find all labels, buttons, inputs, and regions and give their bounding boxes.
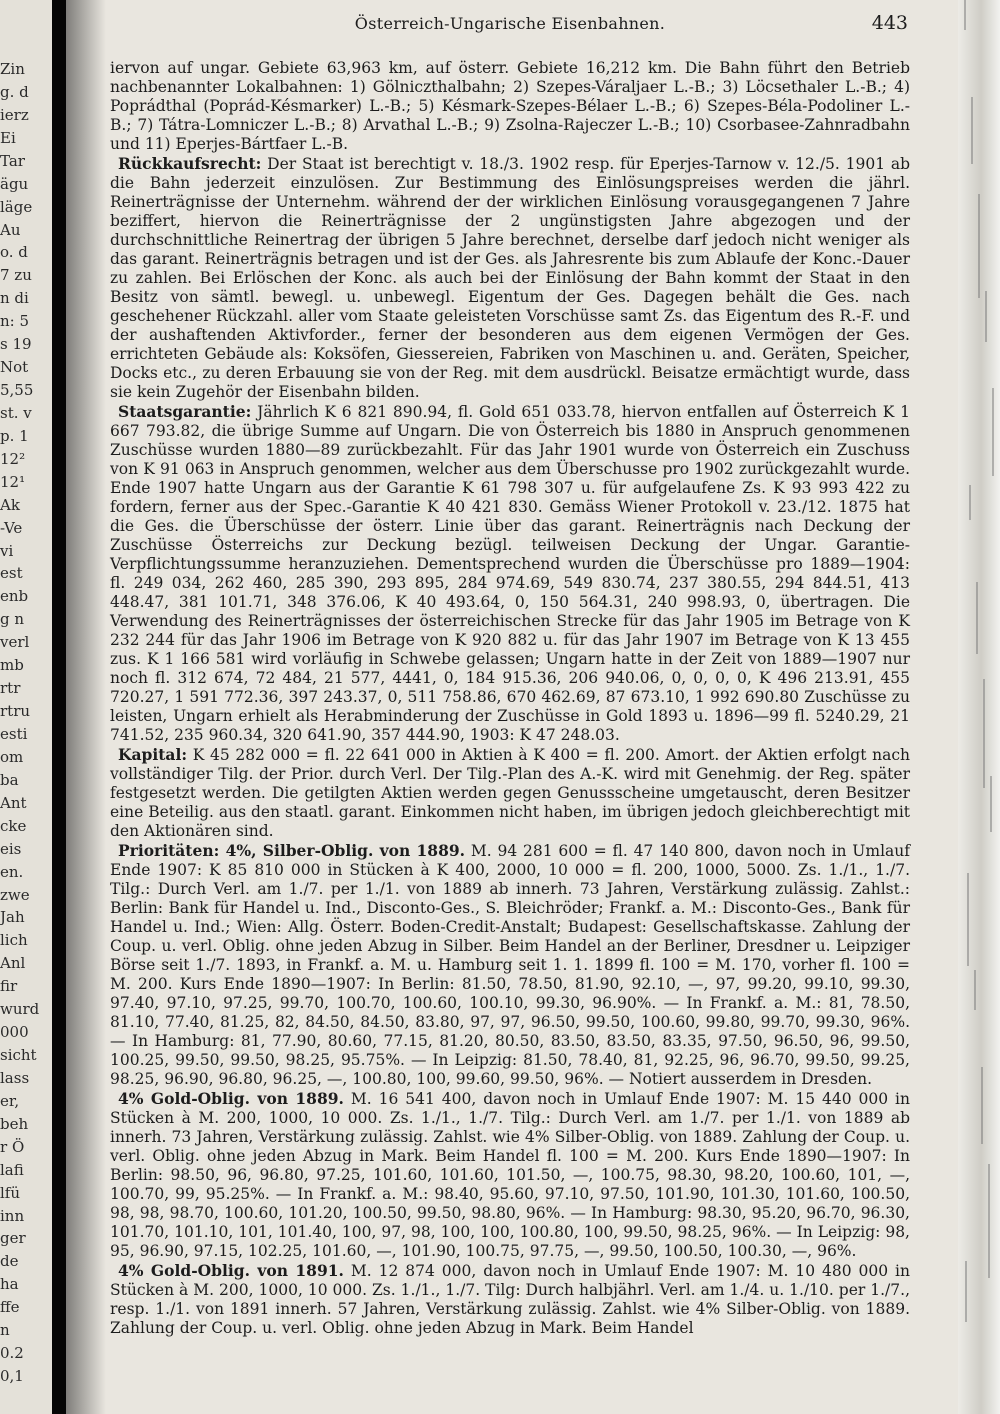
paragraph-lead: Staatsgarantie:: [118, 402, 252, 421]
left-page-fragment: Zin: [0, 60, 25, 78]
left-page-fragment: lich: [0, 931, 28, 950]
left-page-fragment: 0,1: [0, 1367, 24, 1386]
edge-streak: [981, 1067, 983, 1144]
left-page-fragment: 5,55: [0, 381, 34, 400]
paragraph-text: M. 16 541 400, davon noch in Umlauf Ende 1907: M. 15 440 000 in Stücken à M. 200, 1000, 10 000. Zs. 1./1., 1./7. Tilg.: Durch Verl. am 1./7. per 1./1. von 1889 ab innerh. 73 Jahren, Verstärkung zulässig. Zahlst. wie 4% Silber-Oblig. von 1889. Zahlung der Coup. u. verl. Oblig. ohne jeden Abzug in Mark. Beim Handel fl. 100 = M. 200. Kurs Ende 1890—1907: In Berlin: 98.50, 96, 96.80, 97.25, 101.60, 101.60, 101.50, —, 100.75, 98.30, 98.20, 100.60, 101, —, 100.70, 99, 95.25%. — In Frankf. a. M.: 98.40, 95.60, 97.10, 97.50, 101.90, 101.30, 101.60, 100.50, 98, 98, 98.70, 100.60, 101.20, 100.50, 99.50, 98.80, 96%. — In Hamburg: 98.30, 95.20, 96.70, 96.30, 101.70, 101.10, 101, 101.40, 100, 97, 98, 100, 100, 100.80, 100, 99.50, 98.25, 96%. — In Leipzig: 98, 95, 96.90, 97.15, 102.25, 101.60, —, 101.90, 100.75, 97.75, —, 99.50, 100.50, 100.30, —, 96%.: [110, 1090, 910, 1260]
gutter-shadow: [66, 0, 106, 1414]
left-page-fragment: ha: [0, 1275, 19, 1294]
left-page-fragment: ger: [0, 1229, 26, 1248]
edge-streak: [990, 776, 992, 832]
left-page-strip: [0, 0, 52, 1414]
paragraph-text: iervon auf ungar. Gebiete 63,963 km, auf österr. Gebiete 16,212 km. Die Bahn führt den Betrieb nachbenannter Lokalbahnen: 1) Gölniczthalbahn; 2) Szepes-Váraljaer L.-B.; 3) Löcsethaler L.-B.; 4) Poprádthal (Poprád-Késmarker) L.-B.; 5) Késmark-Szepes-Bélaer L.-B.; 6) Szepes-Béla-Podoliner L.-B.; 7) Tátra-Lomniczer L.-B.; 8) Arvathal L.-B.; 9) Zsolna-Rajeczer L.-B.; 10) Csorbasee-Zahnradbahn und 11) Eperjes-Bártfaer L.-B.: [110, 59, 910, 153]
left-page-fragment: 0.2: [0, 1344, 24, 1363]
left-page-fragment: st. v: [0, 403, 32, 422]
left-page-fragment: p. 1: [0, 426, 29, 445]
left-page-fragment: esti: [0, 725, 28, 743]
paragraph: [110, 1089, 910, 1261]
left-page-fragment: vi: [0, 541, 14, 560]
left-page-fragment: 12¹: [0, 472, 26, 491]
paragraph: [110, 1261, 910, 1338]
left-page-fragment: er,: [0, 1091, 20, 1110]
left-page-fragment: n: 5: [0, 312, 30, 331]
left-page-fragment: om: [0, 747, 24, 766]
page-edge: [958, 0, 1000, 1414]
left-page-fragment: Ak: [0, 495, 20, 514]
edge-streak: [971, 97, 973, 164]
left-page-fragment: -Ve: [0, 518, 23, 537]
left-page-fragment: beh: [0, 1114, 29, 1133]
left-page-fragment: o. d: [0, 243, 28, 262]
paragraph-text: M. 12 874 000, davon noch in Umlauf Ende 1907: M. 10 480 000 in Stücken à M. 200, 1000, 10 000. Zs. 1./1., 1./7. Tilg: Durch halbjährl. Verl. am 1./4. u. 1./10. per 1./7., resp. 1./1. von 1891 innerh. 57 Jahren, Verstärkung zulässig. Zahlst. wie 4% Silber-Oblig. von 1889. Zahlung der Coup. u. verl. Oblig. ohne jeden Abzug in Mark. Beim Handel: [110, 1262, 910, 1337]
left-page-fragment: Tar: [0, 151, 25, 170]
left-page-fragment: fir: [0, 977, 18, 996]
left-page-fragment: n di: [0, 289, 29, 308]
paragraph-lead: 4% Gold-Oblig. von 1889.: [118, 1089, 344, 1108]
left-page-fragment: g n: [0, 610, 25, 629]
running-head: [110, 8, 910, 44]
left-page-fragment: r Ö: [0, 1137, 25, 1156]
paragraph-lead: 4% Gold-Oblig. von 1891.: [118, 1261, 344, 1280]
left-page-fragment: enb: [0, 587, 29, 606]
left-page-fragment: verl: [0, 633, 30, 652]
left-page-fragment: sicht: [0, 1046, 37, 1065]
left-page-fragment: wurd: [0, 1000, 40, 1019]
left-page-fragment: mb: [0, 656, 24, 675]
paragraph-lead: Kapital:: [118, 745, 188, 764]
left-page-fragment: cke: [0, 816, 27, 835]
left-page-fragment: n: [0, 1321, 10, 1340]
paragraph: [110, 154, 910, 402]
page: [110, 8, 910, 1408]
edge-streak: [992, 388, 994, 476]
page-title: Österreich-Ungarische Eisenbahnen.: [354, 14, 666, 33]
edge-streak: [985, 291, 987, 342]
left-page-fragment: zwe: [0, 885, 30, 904]
paragraph-lead: Prioritäten: 4%, Silber-Oblig. von 1889.: [118, 841, 466, 860]
edge-streak: [964, 0, 966, 30]
left-page-fragment: ba: [0, 770, 19, 789]
edge-streak: [988, 1164, 990, 1278]
left-page-fragment: Anl: [0, 954, 26, 973]
left-page-fragment: lfü: [0, 1183, 21, 1202]
left-page-fragment: en.: [0, 862, 24, 881]
edge-streak: [967, 873, 969, 966]
edge-streak: [983, 679, 985, 788]
left-page-fragment: 12²: [0, 449, 26, 468]
left-page-fragment: de: [0, 1252, 19, 1271]
left-page-fragment: s 19: [0, 335, 32, 354]
page-number: 443: [871, 12, 908, 34]
left-page-fragment: rtr: [0, 679, 21, 698]
paragraph-text: K 45 282 000 = fl. 22 641 000 in Aktien à K 400 = fl. 200. Amort. der Aktien erfolgt nach vollständiger Tilg. der Prior. durch Verl. Der Tilg.-Plan des A.-K. wird mit Genehmig. der Reg. später festgesetzt werden. Die getilgten Aktien werden gegen Genussscheine umgetauscht, deren Besitzer eine Beteilig. aus den staatl. garant. Einkommen nicht haben, im übrigen jedoch gleichberechtigt mit den Aktionären sind.: [110, 746, 910, 840]
edge-streak: [976, 582, 978, 654]
edge-streak: [965, 1261, 967, 1322]
paragraph: [110, 745, 910, 841]
paragraph: [110, 402, 910, 745]
left-page-fragment: ffe: [0, 1298, 20, 1317]
left-page-fragment: ierz: [0, 105, 29, 124]
left-page-fragment: läge: [0, 197, 33, 216]
book-gutter: [52, 0, 66, 1414]
edge-streak: [974, 970, 976, 1010]
body-text: [110, 58, 910, 1338]
left-page-fragment: 7 zu: [0, 266, 32, 285]
left-page-fragment: Ei: [0, 128, 16, 147]
edge-streak: [969, 485, 971, 520]
left-page-fragment: inn: [0, 1206, 25, 1225]
left-page-fragment: Jah: [0, 908, 25, 927]
left-page-fragment: Ant: [0, 793, 27, 812]
left-page-fragment: lafi: [0, 1160, 24, 1179]
paragraph: [110, 58, 910, 154]
left-page-fragment: Au: [0, 220, 21, 239]
left-page-fragment: 000: [0, 1023, 29, 1042]
left-page-fragment: rtru: [0, 702, 31, 721]
left-page-fragment: est: [0, 564, 23, 583]
paragraph-text: Jährlich K 6 821 890.94, fl. Gold 651 033.78, hiervon entfallen auf Österreich K 1 667 793.82, die übrige Summe auf Ungarn. Die von Österreich bis 1880 in Anspruch genommenen Zuschüsse wurden 1880—89 zurückbezahlt. Für das Jahr 1901 wurde von Österreich ein Zuschuss von K 91 063 in Anspruch genommen, welcher aus dem Überschusse pro 1902 zurückgezahlt wurde. Ende 1907 hatte Ungarn aus der Garantie K 61 798 307 u. für aufgelaufene Zs. K 93 993 422 zu fordern, ferner aus der Spec.-Garantie K 40 421 830. Gemäss Wiener Protokoll v. 23./12. 1875 hat die Ges. die Überschüsse der österr. Linie über das garant. Reinerträgnis nach Deckung der Zuschüsse Österreichs zur Deckung bezügl. teilweisen Deckung der Ungar. Garantie-Verpflichtungssumme heranzuziehen. Dementsprechend wurden die Überschüsse pro 1889—1904: fl. 249 034, 262 460, 285 390, 293 895, 284 974.69, 549 830.74, 237 380.55, 294 844.51, 413 448.47, 381 101.71, 348 376.06, K 40 493.64, 0, 150 564.31, 240 998.93, 0, übertragen. Die Verwendung des Reinerträgnisses der österreichischen Strecke für das Jahr 1905 im Betrage von K 232 244 für das Jahr 1906 im Betrage von K 920 882 u. für das Jahr 1907 im Betrage von K 13 455 zus. K 1 166 581 wird vorläufig in Schwebe gelassen; Ungarn hatte in der Zeit von 1889—1907 nur noch fl. 312 674, 72 484, 21 577, 4441, 0, 184 915.36, 206 940.06, 0, 0, 0, 0, K 496 213.91, 455 720.27, 1 591 772.36, 397 243.37, 0, 511 758.86, 670 462.69, 87 673.10, 1 992 690.80 Zuschüsse zu leisten, Ungarn erhielt als Herabminderung der Zuschüsse in Gold 1893 u. 1896—99 fl. 5240.29, 21 741.52, 235 960.34, 320 641.90, 357 444.90, 1903: K 47 248.03.: [110, 403, 910, 744]
left-page-fragment: g. d: [0, 82, 29, 101]
paragraph-lead: Rückkaufsrecht:: [118, 154, 262, 173]
left-page-fragment: ägu: [0, 174, 29, 193]
left-page-fragment: lass: [0, 1068, 30, 1087]
paragraph-text: Der Staat ist berechtigt v. 18./3. 1902 resp. für Eperjes-Tarnow v. 12./5. 1901 ab die Bahn jederzeit einzulösen. Zur Bestimmung des Einlösungspreises werden die jährl. Reinerträgnisse der Unternehm. während der der wirklichen Einlösung vorausgegangenen 7 Jahre beziffert, hiervon die Reinerträgnisse der 2 ungünstigsten Jahre abgezogen und der durchschnittliche Reinertrag der übrigen 5 Jahre berechnet, derselbe darf jedoch nicht weniger als das garant. Reinerträgnis betragen und ist der Ges. als Jahresrente bis zum Ablaufe der Konc.-Dauer zu zahlen. Bei Erlöschen der Konc. als auch bei der Einlösung der Bahn kommt der Staat in den Besitz von sämtl. bewegl. u. unbewegl. Eigentum der Ges. Dagegen behält die Ges. nach geschehener Rückzahl. aller vom Staate geleisteten Vorschüsse samt Zs. das Eigentum des R.-F. und der aushaftenden Aktivforder., ferner der besonderen aus dem eigenen Vermögen der Ges. errichteten Gebäude als: Koksöfen, Giessereien, Fabriken von Maschinen u. and. Geräten, Speicher, Docks etc., zu deren Erbauung sie von der Reg. mit dem ausdrückl. Beisatze ermächtigt wurde, dass sie kein Zugehör der Eisenbahn bilden.: [110, 155, 910, 401]
paragraph: [110, 841, 910, 1089]
left-page-fragment: eis: [0, 839, 22, 858]
edge-streak: [978, 194, 980, 298]
left-page-fragment: Not: [0, 358, 29, 377]
paragraph-text: M. 94 281 600 = fl. 47 140 800, davon noch in Umlauf Ende 1907: K 85 810 000 in Stücken à K 400, 2000, 10 000 = fl. 200, 1000, 5000. Zs. 1./1., 1./7. Tilg.: Durch Verl. am 1./7. per 1./1. von 1889 ab innerh. 73 Jahren, Verstärkung zulässig. Zahlst.: Berlin: Bank für Handel u. Ind., Disconto-Ges., S. Bleichröder; Frankf. a. M.: Disconto-Ges., Bank für Handel u. Ind.; Wien: Allg. Österr. Boden-Credit-Anstalt; Budapest: Gesellschaftskasse. Zahlung der Coup. u. verl. Oblig. ohne jeden Abzug in Silber. Beim Handel an der Berliner, Dresdner u. Leipziger Börse seit 1./7. 1893, in Frankf. a. M. u. Hamburg seit 1. 1. 1899 fl. 100 = M. 170, vorher fl. 100 = M. 200. Kurs Ende 1890—1907: In Berlin: 81.50, 78.50, 81.90, 92.10, —, 97, 99.20, 99.10, 99.30, 97.40, 97.10, 97.25, 99.70, 100.70, 100.60, 100.10, 99.30, 96.90%. — In Frankf. a. M.: 81, 78.50, 81.10, 77.40, 81.25, 82, 84.50, 84.50, 83.80, 97, 97, 96.50, 99.50, 100.60, 99.80, 99.70, 99.30, 96%. — In Hamburg: 81, 77.90, 80.60, 77.15, 81.20, 80.50, 83.50, 83.50, 83.35, 97.50, 96.50, 96, 99.50, 100.25, 99.50, 99.50, 98.25, 95.75%. — In Leipzig: 81.50, 78.40, 81, 92.25, 96, 96.70, 99.50, 99.25, 98.25, 96.90, 96.80, 96.25, —, 100.80, 100, 99.60, 99.50, 96%. — Notiert ausserdem in Dresden.: [110, 842, 910, 1088]
